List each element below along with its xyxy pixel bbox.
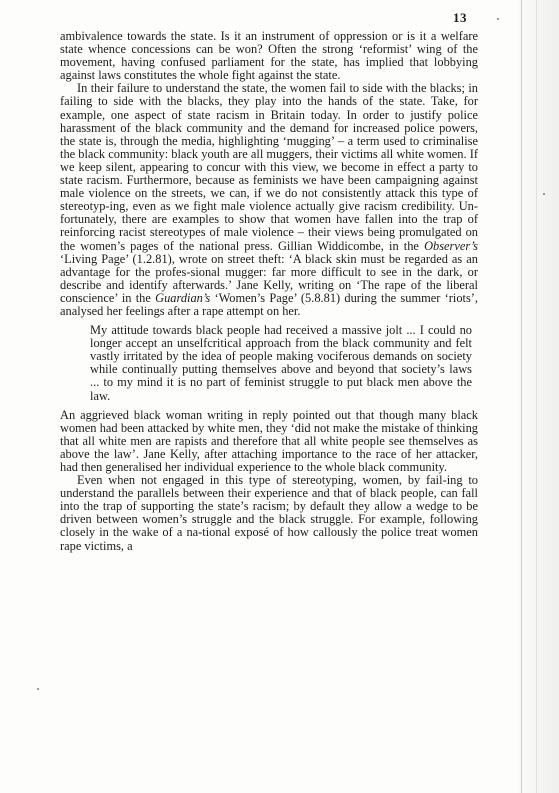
text-run: In their failure to understand the state, the women fail to side with the blacks; in failing to side with the blacks, they play into the hands of the state. Take, for example, one aspect of state racism in Britain today. In order to justify police harassment of the black community and the demand for increased police powers, the state is, through the media, highlighting ‘mugging’ – a term used to criminalise the black community: black youth are all muggers, their victims all white women. If we keep silent, appearing to concur with this view, we become in effect a party to state racism. Furthermore, because as feminists we have been campaigning against male violence on the streets, we can, if we do not consistently attack this type of stereotyp-ing, even as we fight male violence actually give racism credibility. Un-fortunately, there are examples to show that women have fallen into the trap of reinforcing racist stereotypes of male violence – their views being promulgated on the women’s pages of the national press. Gillian Widdicombe, in the <box>60 81 478 253</box>
paragraph <box>60 474 478 553</box>
text-run: My attitude towards black people had received a massive jolt ... I could no longer accept an unselfcritical approach from the black community and felt vastly irritated by the idea of people making vociferous demands on society while continually putting themselves above and beyond that society’s laws ... to my mind it is no part of feminist struggle to put black men above the law. <box>90 323 472 403</box>
scan-edge-line <box>521 0 522 793</box>
paragraph <box>60 82 478 318</box>
paragraph <box>60 409 478 474</box>
scan-speck <box>497 18 499 20</box>
scan-edge-line-outer <box>536 0 537 793</box>
italic-text: Observer’s <box>424 238 478 253</box>
text-run: Even when not engaged in this type of stereotyping, women, by fail-ing to understand the parallels between their experience and that of black people, can fall into the trap of supporting the state’s racism; by default they allow a wedge to be driven between women’s struggle and the black struggle. For example, following closely in the wake of a na-tional exposé of how callously the police treat women rape victims, a <box>60 473 478 553</box>
text-run: ‘Women’s Page’ (5.8.81) during the summer ‘riots’, analysed her feelings after a rape attempt on her. <box>60 290 478 318</box>
page-number: 13 <box>453 10 467 25</box>
text-run: ‘Living Page’ (1.2.81), wrote on street theft: ‘A black skin must be regarded as an advantage for the profes-sional mugger: far more difficult to see in the dark, or describe and identify afterwards.’ Jane Kelly, writing on ‘The rape of the liberal conscience’ in the <box>60 251 478 305</box>
body-text <box>60 30 478 553</box>
block-quote <box>90 324 472 403</box>
text-run: ambivalence towards the state. Is it an instrument of oppression or is it a welfare state whence concessions can be won? Often the strong ‘reformist’ wing of the movement, having confused parliament for the state, has implied that lobbying against laws constitutes the whole fight against the state. <box>60 29 478 83</box>
scan-speck <box>543 193 545 195</box>
scan-edge-shadow <box>511 0 559 793</box>
text-run: An aggrieved black woman writing in reply pointed out that though many black women had been attacked by white men, they ‘did not make the mistake of thinking that all white men are rapists and therefore that all white people see themselves as above the law’. Jane Kelly, after attaching importance to the race of her attacker, had then generalised her individual experience to the whole black community. <box>60 407 478 474</box>
scan-speck <box>37 688 39 690</box>
italic-text: Guardian’s <box>155 290 211 305</box>
paragraph <box>60 30 478 82</box>
